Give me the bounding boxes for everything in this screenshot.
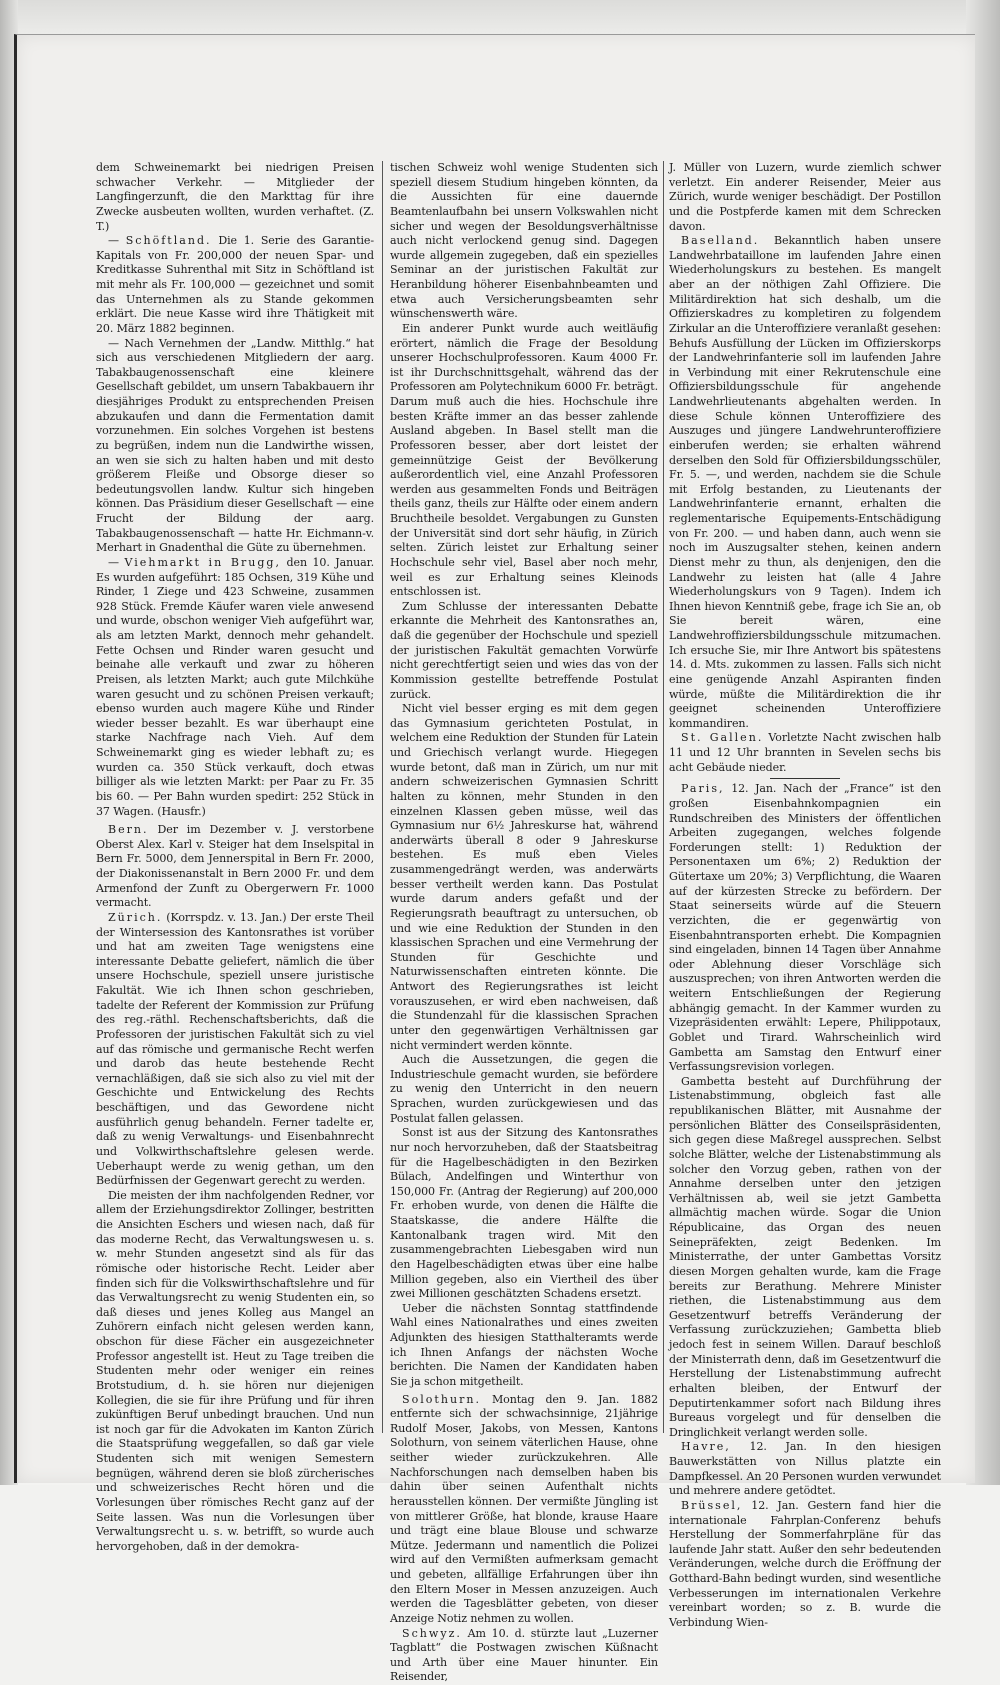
paragraph <box>669 1440 941 1499</box>
paragraph-text: Die 1. Serie des Garantie-Kapitals von Fr. 200,000 der neuen Spar- und Kreditkasse Suhrenthal mit Sitz in Schöftland ist mit mehr als Fr. 100,000 — gezeichnet und somit das Unternehmen als zu Stande gekommen erklärt. Die neue Kasse wird ihre Thätigkeit mit 20. März 1882 beginnen. <box>96 234 374 335</box>
paragraph <box>669 731 941 775</box>
paragraph-text: Vorletzte Nacht zwischen halb 11 und 12 Uhr brannten in Sevelen sechs bis acht Gebäude nieder. <box>669 731 941 773</box>
paragraph <box>390 1393 658 1627</box>
section-separator <box>770 778 840 779</box>
paragraph: tischen Schweiz wohl wenige Studenten sich speziell diesem Studium hingeben könnten, da die Aussichten für eine dauernde Beamtenlaufbahn bei unsern Volkswahlen nicht sicher und wegen der Besoldungsverhältnisse auch nicht verlockend genug sind. Dagegen wurde allgemein zugegeben, daß ein spezielles Seminar an der juristischen Fakultät zur Heranbildung höherer Eisenbahnbeamten und etwa auch Versicherungsbeamten sehr wünschenswerth wäre. <box>390 161 658 322</box>
column-divider <box>663 161 664 1433</box>
paragraph-text: Montag den 9. Jan. 1882 entfernte sich der schwachsinnige, 21jährige Rudolf Moser, Jakobs, von Messen, Kantons Solothurn, von seinem väterlichen Hause, ohne seither wieder zurückzukehren. Alle Nachforschungen nach demselben haben bis dahin über seinen Aufenthalt nichts herausstellen können. Der vermißte Jüngling ist von mittlerer Größe, hat blonde, krause Haare und trägt eine blaue Blouse und schwarze Mütze. Jedermann und namentlich die Polizei wird auf den Vermißten aufmerksam gemacht und gebeten, allfällige Erfahrungen über ihn den Eltern Moser in Messen anzuzeigen. Auch werden die Tagesblätter gebeten, von dieser Anzeige Notiz nehmen zu wollen. <box>390 1393 658 1625</box>
column-divider <box>382 161 383 1433</box>
paragraph-text: 12. Jan. In den hiesigen Bauwerkstätten von Nillus platzte ein Dampfkessel. An 20 Personen wurden verwundet und mehrere andere getödtet. <box>669 1440 941 1497</box>
section-heading: Schöftland. <box>126 234 212 247</box>
paragraph: Ueber die nächsten Sonntag stattfindende Wahl eines Nationalrathes und eines zweiten Adjunkten des hiesigen Statthalteramts werde ich Ihnen Anfangs der nächsten Woche berichten. Die Namen der Kandidaten haben Sie ja schon mitgetheilt. <box>390 1302 658 1390</box>
paragraph: Sonst ist aus der Sitzung des Kantonsrathes nur noch hervorzuheben, daß der Staatsbeitrag für die Hagelbeschädigten in den Bezirken Bülach, Andelfingen und Winterthur von 150,000 Fr. (Antrag der Regierung) auf 200,000 Fr. erhoben wurde, von denen die Hälfte die Staatskasse, die andere Hälfte die Kantonalbank tragen wird. Mit den zusammengebrachten Liebesgaben wird nun den Hagelbeschädigten etwas über eine halbe Million gegeben, also ein Viertheil des über zwei Millionen geschätzten Schadens ersetzt. <box>390 1126 658 1302</box>
text-column-2 <box>390 161 658 1433</box>
paragraph: Gambetta besteht auf Durchführung der Listenabstimmung, obgleich fast alle republikanischen Blätter, mit Ausnahme der persönlichen Blätter des Conseilspräsidenten, sich gegen diese Maßregel aussprechen. Selbst solche Blätter, welche der Listenabstimmung als solcher den Vorzug geben, rathen von der Annahme derselben unter den jetzigen Verhältnissen ab, weil sie jetzt Gambetta allmächtig machen würde. Sogar die Union Républicaine, das Organ des neuen Seinepräfekten, zeigt Bedenken. Im Ministerrathe, der unter Gambettas Vorsitz diesen Morgen gehalten wurde, kam die Frage bereits zur Berathung. Mehrere Minister riethen, die Listenabstimmung aus dem Gesetzentwurf betreffs Veränderung der Verfassung zurückzuziehen; Gambetta blieb jedoch fest in seinem Willen. Darauf beschloß der Ministerrath denn, daß im Gesetzentwurf die Herstellung der Listenabstimmung aufrecht erhalten bleiben, der Entwurf der Deputirtenkammer sofort nach Bildung ihres Bureaus vorgelegt und für denselben die Dringlichkeit verlangt werden solle. <box>669 1075 941 1441</box>
section-heading: St. Gallen. <box>681 731 763 744</box>
paragraph-text: den 10. Januar. Es wurden aufgeführt: 185 Ochsen, 319 Kühe und Rinder, 1 Ziege und 423 Schweine, zusammen 928 Stück. Fremde Käufer waren viele anwesend und wurde, obschon weniger Vieh aufgeführt war, als am letzten Markt, dennoch mehr gehandelt. Fette Ochsen und Rinder waren gesucht und beinahe alle verkauft und zwar zu höheren Preisen, als letzten Markt; auch gute Milchkühe waren gesucht und zu schönen Preisen verkauft; ebenso wurden auch magere Kühe und Rinder wieder besser bezahlt. Es war überhaupt eine starke Nachfrage nach Vieh. Auf dem Schweinemarkt ging es wieder lebhaft zu; es wurden ca. 350 Stück verkauft, doch etwas billiger als wie letzten Markt: per Paar zu Fr. 35 bis 60. — Per Bahn wurden spedirt: 252 Stück in 37 Wagen. (Hausfr.) <box>96 556 374 818</box>
text-column-3 <box>669 161 941 1433</box>
section-heading: Bern. <box>108 823 149 836</box>
paragraph <box>669 1499 941 1631</box>
paragraph: dem Schweinemarkt bei niedrigen Preisen schwacher Verkehr. — Mitglieder der Langfingerzunft, die den Markttag für ihre Zwecke ausbeuten wollten, wurden verhaftet. (Z. T.) <box>96 161 374 234</box>
section-heading: Havre, <box>681 1440 731 1453</box>
section-heading: Zürich. <box>108 911 162 924</box>
section-heading: Paris, <box>681 782 725 795</box>
section-heading: Solothurn. <box>402 1393 481 1406</box>
paragraph-text: (Korrspdz. v. 13. Jan.) Der erste Theil der Wintersession des Kantonsrathes ist vorüber und hat am zweiten Tage wenigstens eine interessante Debatte geliefert, nämlich die über unsere Hochschule, speziell unsere juristische Fakultät. Wie ich Ihnen schon geschrieben, tadelte der Referent der Kommission zur Prüfung des reg.-räthl. Rechenschaftsberichts, daß die Professoren der juristischen Fakultät sich zu viel auf das römische und germanische Recht werfen und darob das heute bestehende Recht vernachläßigen, daß sie sich also zu viel mit der Geschichte und Entwickelung des Rechts beschäftigen, und das Gewordene nicht ausführlich genug behandeln. Ferner tadelte er, daß zu wenig Verwaltungs- und Eisenbahnrecht und Volkwirthschaftslehre gelesen werde. Ueberhaupt werde zu wenig gethan, um den Bedürfnissen der Gegenwart gerecht zu werden. <box>96 911 374 1187</box>
paragraph: J. Müller von Luzern, wurde ziemlich schwer verletzt. Ein anderer Reisender, Meier aus Zürich, wurde weniger beschädigt. Der Postillon und die Postpferde kamen mit dem Schrecken davon. <box>669 161 941 234</box>
paragraph-text: Bekanntlich haben unsere Landwehrbataillone im laufenden Jahre einen Wiederholungskurs zu bestehen. Es mangelt aber an der nöthigen Zahl Offiziere. Die Militärdirektion hat sich deshalb, um die Offizierskadres zu kompletiren zu folgendem Zirkular an die Unteroffiziere veranlaßt gesehen: Behufs Ausfüllung der Lücken im Offizierskorps der Landwehrinfanterie soll im laufenden Jahre in Verbindung mit einer Rekrutenschule eine Offiziersbildungsschule für angehende Landwehrlieutenants abgehalten werden. In diese Schule können Unteroffiziere des Auszuges und jüngere Landwehrunteroffiziere einberufen werden; sie erhalten während derselben den Sold für Offiziersbildungsschüler, Fr. 5. —, und werden, nachdem sie die Schule mit Erfolg bestanden, zu Lieutenants der Landwehrinfanterie ernannt, erhalten die reglementarische Equipements-Entschädigung von Fr. 200. — und haben dann, auch wenn sie noch im Auszugsalter stehen, keinen andern Dienst mehr zu thun, als denjenigen, den die Landwehr zu leisten hat (alle 4 Jahre Wiederholungskurs von 9 Tagen). Indem ich Ihnen hievon Kenntniß gebe, frage ich Sie an, ob Sie bereit wären, eine Landwehroffiziersbildungsschule mitzumachen. Ich ersuche Sie, mir Ihre Antwort bis spätestens 14. d. Mts. zukommen zu lassen. Falls sich nicht eine genügende Anzahl Aspiranten finden würde, müßte die Militärdirektion die ihr geeignet scheinenden Unteroffiziere kommandiren. <box>669 234 941 730</box>
newspaper-page <box>14 34 975 1483</box>
paragraph-text: 12. Jan. Nach der „France“ ist den großen Eisenbahnkompagnien ein Rundschreiben des Ministers der öffentlichen Arbeiten zugegangen, welches folgende Forderungen stellt: 1) Reduktion der Personentaxen um 6%; 2) Reduktion der Gütertaxe um 20%; 3) Verpflichtung, die Waaren auf der kürzesten Strecke zu befördern. Der Staat seinerseits würde auf die Steuern verzichten, die er gegenwärtig von Eisenbahntransporten erhebt. Die Kompagnien sind eingeladen, binnen 14 Tagen über Annahme oder Ablehnung dieser Vorschläge sich auszusprechen; von ihren Antworten werden die weitern Entschließungen der Regierung abhängig gemacht. In der Kammer wurden zu Vizepräsidenten erwählt: Lepere, Philippotaux, Goblet und Tirard. Wahrscheinlich wird Gambetta am Samstag den Entwurf einer Verfassungsrevision vorlegen. <box>669 782 941 1073</box>
paragraph: — Schöftland. Die 1. Serie des Garantie-Kapitals von Fr. 200,000 der neuen Spar- und Kreditkasse Suhrenthal mit Sitz in Schöftland ist mit mehr als Fr. 100,000 — gezeichnet und somit das Unternehmen als zu Stande gekommen erklärt. Die neue Kasse wird ihre Thätigkeit mit 20. März 1882 beginnen. <box>96 234 374 336</box>
section-heading: Brüssel, <box>681 1499 742 1512</box>
paragraph <box>669 234 941 731</box>
paragraph-text: 12. Jan. Gestern fand hier die internationale Fahrplan-Conferenz behufs Herstellung der Sommerfahrpläne für das laufende Jahr statt. Außer den sehr bedeutenden Veränderungen, welche durch die Eröffnung der Gotthard-Bahn bedingt wurden, sind wesentliche Verbesserungen im internationalen Verkehre vereinbart worden; so z. B. wurde die Verbindung Wien- <box>669 1499 941 1629</box>
paragraph: Ein anderer Punkt wurde auch weitläufig erörtert, nämlich die Frage der Besoldung unserer Hochschulprofessoren. Kaum 4000 Fr. ist ihr Durchschnittsgehalt, während das der Professoren am Polytechnikum 6000 Fr. beträgt. Darum muß auch die hies. Hochschule ihre besten Kräfte immer an das besser zahlende Ausland abgeben. In Basel stellt man die Professoren besser, aber dort leistet der gemeinnützige Geist der Bevölkerung außerordentlich viel, eine Anzahl Professoren werden aus gesammelten Fonds und Beiträgen theils ganz, theils zur Hälfte oder einem andern Bruchtheile besoldet. Vergabungen zu Gunsten der Universität sind dort sehr häufig, in Zürich selten. Zürich leistet zur Erhaltung seiner Hochschule sehr viel, Basel aber noch mehr, weil es zur Erhaltung seines Kleinods entschlossen ist. <box>390 322 658 600</box>
paragraph <box>669 782 941 1075</box>
paragraph <box>96 823 374 911</box>
section-heading: Baselland. <box>681 234 759 247</box>
paragraph: — Viehmarkt in Brugg, den 10. Januar. Es wurden aufgeführt: 185 Ochsen, 319 Kühe und Rinder, 1 Ziege und 423 Schweine, zusammen 928 Stück. Fremde Käufer waren viele anwesend und wurde, obschon weniger Vieh aufgeführt war, als am letzten Markt, dennoch mehr gehandelt. Fette Ochsen und Rinder waren gesucht und beinahe alle verkauft und zwar zu höheren Preisen, als letzten Markt; auch gute Milchkühe waren gesucht und zu schönen Preisen verkauft; ebenso wurden auch magere Kühe und Rinder wieder besser bezahlt. Es war überhaupt eine starke Nachfrage nach Vieh. Auf dem Schweinemarkt ging es wieder lebhaft zu; es wurden ca. 350 Stück verkauft, doch etwas billiger als wie letzten Markt: per Paar zu Fr. 35 bis 60. — Per Bahn wurden spedirt: 252 Stück in 37 Wagen. (Hausfr.) <box>96 556 374 819</box>
paragraph-text: Der im Dezember v. J. verstorbene Oberst Alex. Karl v. Steiger hat dem Inselspital in Bern Fr. 5000, dem Jennerspital in Bern Fr. 2000, der Diakonissenanstalt in Bern 2000 Fr. und dem Armenfond der Zunft zu Obergerwern Fr. 1000 vermacht. <box>96 823 374 909</box>
paragraph: Nicht viel besser erging es mit dem gegen das Gymnasium gerichteten Postulat, in welchem eine Reduktion der Stunden für Latein und Griechisch verlangt wurde. Hiegegen wurde betont, daß man in Zürich, um nur mit andern schweizerischen Gymnasien Schritt halten zu können, mehr Stunden in den einzelnen Klassen geben müsse, weil das Gymnasium nur 6½ Jahreskurse hat, während anderwärts überall 8 oder 9 Jahreskurse bestehen. Es muß eben Vieles zusammengedrängt werden, was anderwärts besser vertheilt werden kann. Das Postulat wurde darum anders gefaßt und der Regierungsrath beauftragt zu untersuchen, ob und wie eine Reduktion der Stunden in den klassischen Sprachen und eine Vermehrung der Stunden für Geschichte und Naturwissenschaften eintreten könnte. Die Antwort des Regierungsrathes ist leicht vorauszusehen, er wird eben nachweisen, daß die Stundenzahl für die klassischen Sprachen unter den gegenwärtigen Verhältnissen gar nicht vermindert werden könnte. <box>390 702 658 1053</box>
paragraph <box>390 1627 658 1685</box>
paragraph: Zum Schlusse der interessanten Debatte erkannte die Mehrheit des Kantonsrathes an, daß die gegenüber der Hochschule und speziell der juristischen Fakultät gemachten Vorwürfe nicht gerechtfertigt seien und wies das von der Kommission gestellte betreffende Postulat zurück. <box>390 600 658 702</box>
paragraph-text: Am 10. d. stürzte laut „Luzerner Tagblatt“ die Postwagen zwischen Küßnacht und Arth über eine Mauer hinunter. Ein Reisender, <box>390 1627 658 1684</box>
paragraph: Die meisten der ihm nachfolgenden Redner, vor allem der Erziehungsdirektor Zollinger, bestritten die Ansichten Eschers und wiesen nach, daß für das moderne Recht, das Verwaltungswesen u. s. w. mehr Stunden angesetzt sind als für das römische oder historische Recht. Leider aber finden sich für die Volkswirthschaftslehre und für das Verwaltungsrecht zu wenig Studenten ein, so daß dieses und jenes Kolleg aus Mangel an Zuhörern einfach nicht gelesen werden kann, obschon für diese Fächer ein ausgezeichneter Professor angestellt ist. Heut zu Tage treiben die Studenten mehr oder weniger ein reines Brotstudium, d. h. sie hören nur diejenigen Kollegien, die sie für ihre Prüfung und für ihren zukünftigen Beruf unbedingt brauchen. Und nun ist noch gar für die Advokaten im Kanton Zürich die Staatsprüfung weggefallen, so daß gar viele Studenten sich mit wenigen Semestern begnügen, während deren sie bloß zürcherisches und schweizerisches Recht hören und die Vorlesungen über römisches Recht ganz auf der Seite lassen. Was nun die Vorlesungen über Verwaltungsrecht u. s. w. betrifft, so wurde auch hervorgehoben, daß in der demokra- <box>96 1189 374 1555</box>
paragraph: Auch die Aussetzungen, die gegen die Industrieschule gemacht wurden, sie befördere zu wenig den Unterricht in den neuern Sprachen, wurden zurückgewiesen und das Postulat fallen gelassen. <box>390 1053 658 1126</box>
text-column-1 <box>96 161 374 1433</box>
paragraph: — Nach Vernehmen der „Landw. Mitthlg.“ hat sich aus verschiedenen Mitgliedern der aarg. Tabakbaugenossenschaft eine kleinere Gesellschaft gebildet, um unsern Tabakbauern ihr diesjähriges Produkt zu entsprechenden Preisen abzukaufen und dann die Fermentation damit vorzunehmen. Ein solches Vorgehen ist bestens zu begrüßen, indem nun die Landwirthe wissen, an wen sie sich zu halten haben und mit desto größerem Fleiße und Obsorge dieser so bedeutungsvollen landw. Kultur sich hingeben können. Das Präsidium dieser Gesellschaft — eine Frucht der Bildung der aarg. Tabakbaugenossenschaft — hatte Hr. Eichmann-v. Merhart in Gnadenthal die Güte zu übernehmen. <box>96 337 374 556</box>
paragraph <box>96 911 374 1189</box>
section-heading: Viehmarkt in Brugg, <box>124 556 281 569</box>
section-heading: Schwyz. <box>402 1627 462 1640</box>
